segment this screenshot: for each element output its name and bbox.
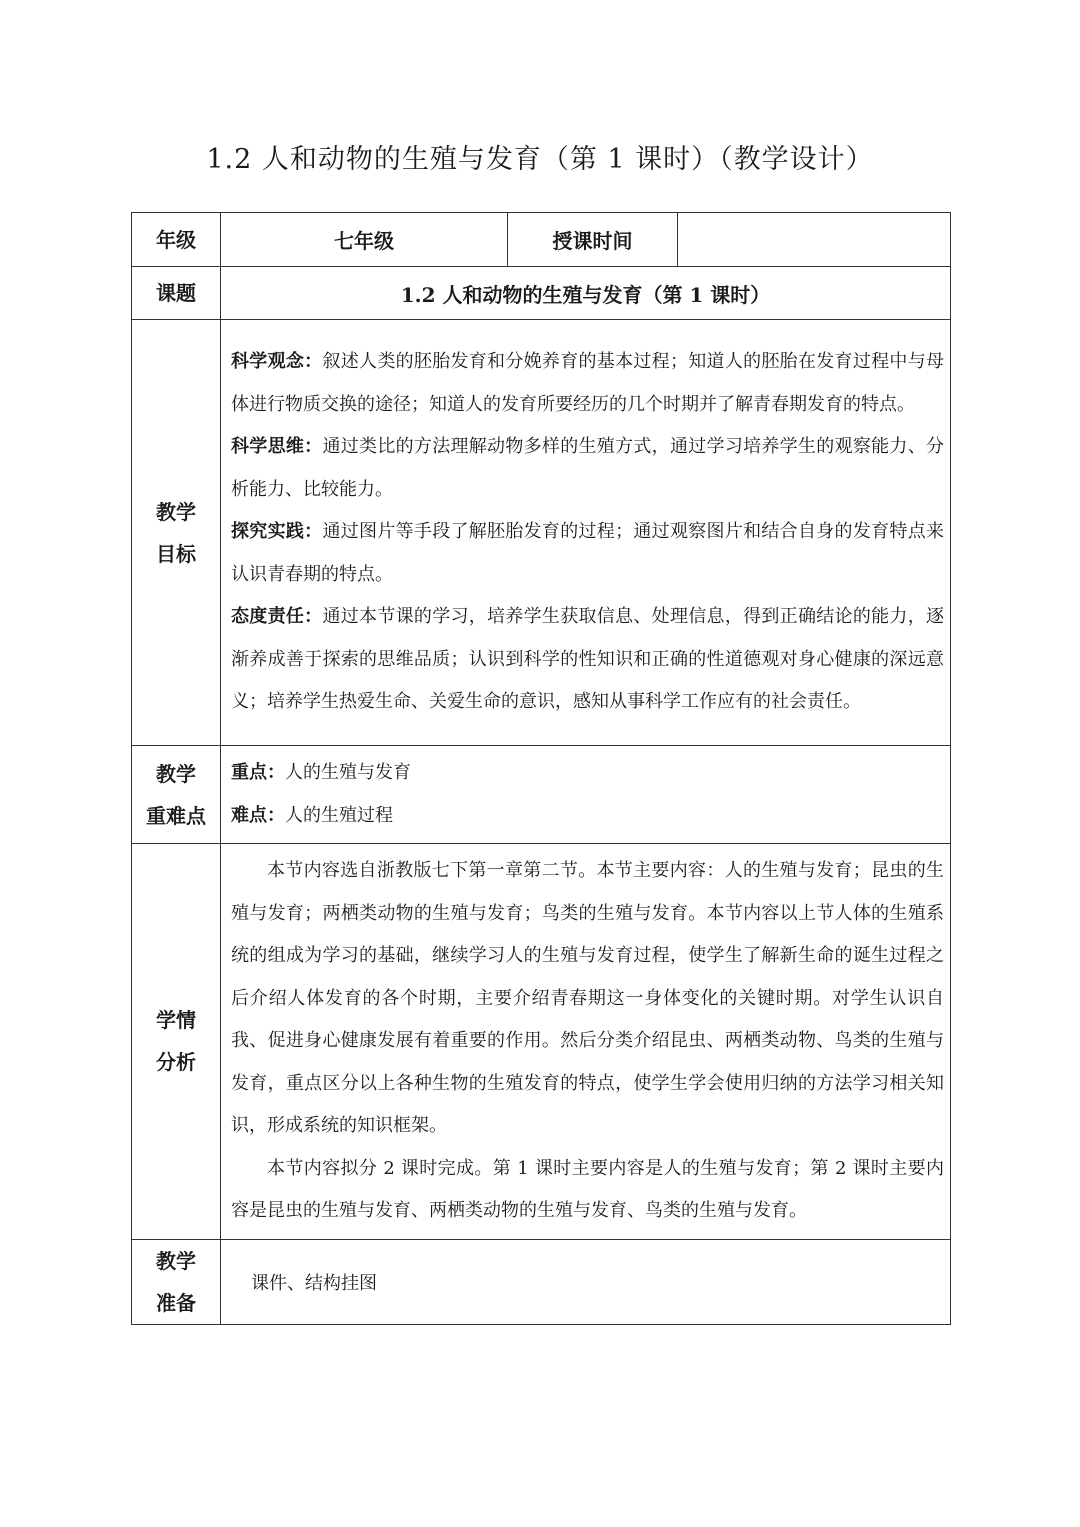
goal-text: 通过类比的方法理解动物多样的生殖方式，通过学习培养学生的观察能力、分析能力、比较能力。 <box>231 436 945 500</box>
preparation-label <box>132 1239 221 1324</box>
goal-item <box>231 511 944 596</box>
analysis-paragraph: 本节内容拟分 2 课时完成。第 1 课时主要内容是人的生殖与发育；第 2 课时主要内容是昆虫的生殖与发育、两栖类动物的生殖与发育、鸟类的生殖与发育。 <box>231 1157 944 1221</box>
key-point-item <box>231 795 944 838</box>
grade-row <box>132 213 951 267</box>
analysis-label <box>132 844 221 1240</box>
key-point-key: 重点： <box>231 762 285 783</box>
goal-text: 通过图片等手段了解胚胎发育的过程；通过观察图片和结合自身的发育特点来认识青春期的特点。 <box>231 521 945 585</box>
goal-text: 通过本节课的学习，培养学生获取信息、处理信息，得到正确结论的能力，逐渐养成善于探索的思维品质；认识到科学的性知识和正确的性道德观对身心健康的深远意义；培养学生热爱生命、关爱生命的意识，感知从事科学工作应有的社会责任。 <box>231 606 945 713</box>
lesson-plan-table <box>131 212 951 1325</box>
goal-key: 态度责任： <box>231 606 323 628</box>
analysis-paragraph: 本节内容选自浙教版七下第一章第二节。本节主要内容：人的生殖与发育；昆虫的生殖与发育；两栖类动物的生殖与发育；鸟类的生殖与发育。本节内容以上节人体的生殖系统的组成为学习的基础，继续学习人的生殖与发育过程，使学生了解新生命的诞生过程之后介绍人体发育的各个时期，主要介绍青春期这一身体变化的关键时期。对学生认识自我、促进身心健康发展有着重要的作用。然后分类介绍昆虫、两栖类动物、鸟类的生殖与发育，重点区分以上各种生物的生殖发育的特点，使学生学会使用归纳的方法学习相关知识，形成系统的知识框架。 <box>231 860 944 1136</box>
preparation-label-line2: 准备 <box>156 1290 196 1315</box>
preparation-row <box>132 1239 951 1324</box>
grade-value: 七年级 <box>221 213 508 267</box>
analysis-label-line1: 学情 <box>156 1008 196 1033</box>
topic-row <box>132 267 951 320</box>
key-point-text: 人的生殖过程 <box>285 804 393 826</box>
preparation-label-line1: 教学 <box>156 1248 196 1273</box>
key-points-row <box>132 746 951 844</box>
key-point-key: 难点： <box>231 804 285 826</box>
key-point-item <box>231 752 944 795</box>
goal-key: 科学观念： <box>231 351 323 373</box>
key-point-text: 人的生殖与发育 <box>285 762 411 783</box>
topic-label: 课题 <box>132 267 221 320</box>
analysis-content <box>221 844 951 1240</box>
goal-item <box>231 596 944 724</box>
key-points-content <box>221 746 951 844</box>
key-points-label-line2: 重难点 <box>146 803 206 828</box>
goal-item <box>231 426 944 511</box>
goal-key: 探究实践： <box>231 521 323 543</box>
key-points-label <box>132 746 221 844</box>
goal-text: 叙述人类的胚胎发育和分娩养育的基本过程；知道人的胚胎在发育过程中与母体进行物质交换的途径；知道人的发育所要经历的几个时期并了解青春期发育的特点。 <box>231 351 945 415</box>
grade-label: 年级 <box>132 213 221 267</box>
goal-item <box>231 341 944 426</box>
topic-value: 1.2 人和动物的生殖与发育（第 1 课时） <box>221 267 951 320</box>
goals-content <box>221 320 951 746</box>
lesson-time-value <box>678 213 951 267</box>
key-points-label-line1: 教学 <box>156 761 196 786</box>
goal-key: 科学思维： <box>231 436 323 458</box>
lesson-time-label: 授课时间 <box>508 213 678 267</box>
goals-label-line2: 目标 <box>156 541 196 566</box>
analysis-row <box>132 844 951 1240</box>
document-title: 1.2 人和动物的生殖与发育（第 1 课时）（教学设计） <box>206 144 874 175</box>
goals-label-line1: 教学 <box>156 499 196 524</box>
goals-label <box>132 320 221 746</box>
goals-row <box>132 320 951 746</box>
preparation-value: 课件、结构挂图 <box>221 1239 951 1324</box>
analysis-label-line2: 分析 <box>156 1050 196 1075</box>
